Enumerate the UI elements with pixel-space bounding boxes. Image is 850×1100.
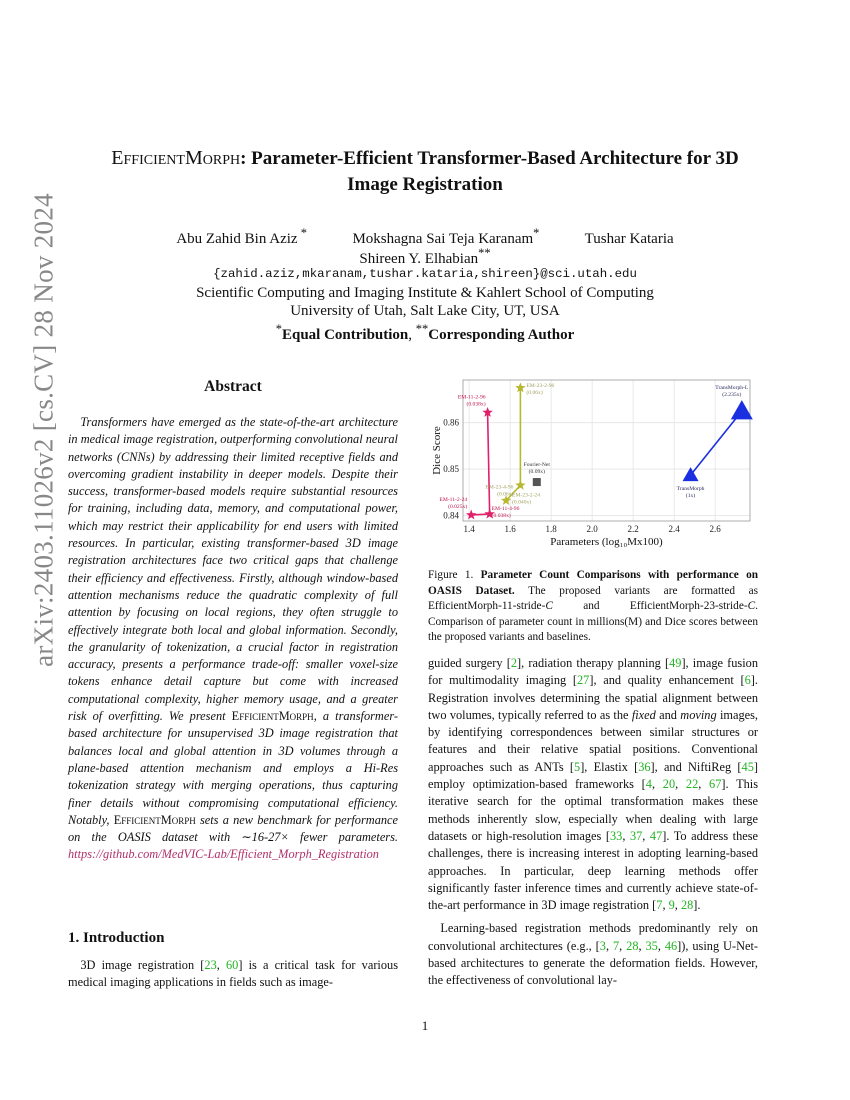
intro-paragraph — [68, 957, 398, 992]
rc-text-h: ], and NiftiReg [ — [650, 759, 742, 774]
x-tick-label-2.2: 2.2 — [627, 524, 639, 534]
citation-7[interactable]: 7 — [656, 898, 663, 913]
x-tick-label-2.0: 2.0 — [586, 524, 598, 534]
authors-line2 — [60, 246, 790, 268]
citation-49[interactable]: 49 — [669, 656, 682, 670]
github-link[interactable]: https://github.com/MedVIC-Lab/Efficient_Morph_Registration — [68, 847, 379, 862]
y-axis-label: Dice Score — [431, 426, 443, 475]
point-sublabel-EM-11-2-96: (0.038x) — [466, 401, 486, 408]
point-sublabel-TransMorph-L: (2.235x) — [722, 392, 742, 399]
rc2-text-a: Learning-based registration methods predominantly rely on convolutional architectures (e.g., [ — [428, 921, 758, 953]
citation-9[interactable]: 9 — [668, 898, 675, 913]
citation-20[interactable]: 20 — [662, 777, 676, 792]
dice-vs-parameters-chart — [428, 374, 758, 554]
rc-fixed: fixed — [631, 707, 656, 722]
caption-bold: Parameter Count Comparisons with performance on OASIS Dataset. — [428, 569, 758, 597]
note-mark-1: * — [275, 322, 282, 336]
title-line1-rest: : Parameter-Efficient Transformer-Based Architecture for 3D — [240, 148, 739, 169]
affiliation-line2: University of Utah, Salt Lake City, UT, USA — [290, 303, 560, 319]
citation-7b[interactable]: 7 — [612, 938, 620, 953]
rc-text-c: ], image fusion for multimodality imaging [ — [428, 656, 758, 688]
abstract-method-name-2: EfficientMorph — [113, 812, 196, 827]
caption-part2: and EfficientMorph-23-stride- — [552, 600, 748, 612]
introduction-section — [68, 930, 398, 992]
author-4-mark: ** — [478, 246, 491, 260]
point-sublabel-EM-23-4-96: (0.06x) — [497, 491, 514, 498]
rc-text-k: ]. To address these challenges, there is increasing interest in adopting learning-based approaches. In particular, deep learning methods offer significantly faster inference times and currently achieve state-of-the-art performance in 3D image registration [ — [428, 828, 759, 913]
x-tick-label-2.4: 2.4 — [668, 524, 680, 534]
paper-title — [60, 145, 790, 198]
intro-sep: , — [216, 958, 226, 972]
citation-22[interactable]: 22 — [685, 777, 699, 792]
caption-text — [428, 568, 758, 646]
rc2-s1: , — [605, 938, 613, 953]
point-Fourier-Net — [533, 478, 541, 486]
point-sublabel-TransMorph: (1x) — [685, 493, 696, 500]
rc-comma1: , — [651, 777, 663, 792]
right-paragraph-2 — [428, 920, 758, 989]
rc-text-a: guided surgery [ — [428, 656, 511, 670]
point-label-EM-11-2-24: EM-11-2-24 — [439, 496, 468, 503]
caption-var-c2: C — [747, 600, 756, 612]
x-axis-label: Parameters (log₁₀Mx100) — [550, 536, 663, 548]
title-line2: Image Registration — [347, 174, 503, 195]
author-4: Shireen Y. Elhabian — [359, 251, 479, 267]
abstract-method-name-1: EfficientMorph — [231, 709, 314, 724]
abstract-text — [68, 414, 398, 864]
rc2-s3: , — [638, 938, 646, 953]
x-tick-label-1.8: 1.8 — [545, 524, 557, 534]
y-tick-label-0.85: 0.85 — [443, 464, 459, 475]
point-EM-11-2-24 — [466, 510, 476, 520]
citation-46[interactable]: 46 — [664, 938, 678, 953]
rc-comma2: , — [675, 777, 686, 792]
citation-35[interactable]: 35 — [645, 938, 658, 953]
abstract-heading: Abstract — [204, 378, 262, 395]
caption-var-c1: C — [545, 600, 553, 612]
note-equal: Equal Contribution — [281, 327, 409, 343]
citation-3[interactable]: 3 — [599, 938, 606, 953]
point-label-EM-23-2-96: EM-23-2-96 — [526, 382, 555, 389]
author-2: Mokshagna Sai Teja Karanam — [352, 231, 534, 247]
note-mark-2: ** — [415, 322, 429, 336]
rc2-text-b: ]), using U-Net-based architectures to generate the deformation fields. However, the effectiveness of convolutional lay- — [428, 938, 759, 988]
citation-33[interactable]: 33 — [609, 828, 623, 843]
citation-45[interactable]: 45 — [741, 759, 754, 774]
citation-23[interactable]: 23 — [204, 958, 217, 972]
intro-text-b: ] is a critical task for various medical imaging applications in fields such as image- — [68, 958, 399, 990]
citation-4[interactable]: 4 — [645, 777, 652, 792]
rc-comma7: , — [674, 898, 681, 913]
abstract-part3: sets a new benchmark for performance on the OASIS dataset with ∼16-27× fewer parameters. — [68, 812, 398, 845]
rc-text-l: ]. — [693, 898, 701, 913]
point-label-TransMorph-L: TransMorph-L — [715, 385, 749, 392]
rc-moving: moving — [680, 707, 717, 722]
citation-60[interactable]: 60 — [226, 958, 239, 972]
point-label-EM-23-2-24: EM-23-2-24 — [512, 492, 541, 499]
x-tick-label-1.4: 1.4 — [463, 524, 475, 534]
rc-comma6: , — [662, 898, 669, 913]
rc2-s2: , — [619, 938, 627, 953]
citation-2[interactable]: 2 — [510, 656, 518, 670]
page-number: 1 — [421, 1018, 429, 1033]
arxiv-id-text: arXiv:2403.11026v2 [cs.CV] 28 Nov 2024 — [28, 193, 59, 667]
rc-text-e: ]. Registration involves determining the spatial alignment between two volumes, typically referred to as the — [428, 673, 758, 722]
contribution-note — [60, 322, 790, 344]
caption-part3: . Comparison of parameter count in millions(M) and Dice scores between the proposed variants and baselines. — [428, 600, 758, 643]
introduction-heading: 1. Introduction — [68, 930, 165, 946]
series-line-EM-11 — [471, 412, 489, 515]
figure-1-caption — [428, 568, 758, 646]
point-sublabel-EM-11-2-24: (0.025x) — [448, 503, 468, 510]
abstract-part1: Transformers have emerged as the state-of-the-art architecture in medical image registration, outperforming convolutional neural networks (CNNs) by addressing their limited receptive fields and overcoming gradient instability in deeper models. Despite their success, transformer-based models require substantial resources for training, including data, memory, and computational power, which may restrict their applicability for end users with limited resources. In particular, existing transformer-based 3D image registration architectures face two critical gaps that challenge their efficiency and effectiveness. Firstly, although window-based attention mechanisms reduce the quadratic complexity of full attention by focusing on local regions, they often struggle to effectively integrate both local and global information. Secondly, the granularity of tokenization, a crucial factor in registration accuracy, presents a performance trade-off: smaller voxel-size tokens enhance detail capture but come with increased computational complexity, higher memory usage, and a greater risk of overfitting. We present — [68, 415, 398, 724]
title-method-name: EfficientMorph — [111, 147, 241, 169]
right-paragraph-1 — [428, 655, 758, 914]
citation-47[interactable]: 47 — [649, 828, 663, 843]
affiliation-line1: Scientific Computing and Imaging Institute & Kahlert School of Computing — [196, 285, 654, 301]
citation-67[interactable]: 67 — [709, 777, 722, 792]
caption-label: Figure 1. — [428, 569, 481, 581]
author-3: Tushar Kataria — [584, 231, 674, 247]
point-TransMorph-L — [731, 400, 753, 419]
series-line-TransMorph — [691, 411, 742, 475]
intro-text-a: 3D image registration [ — [80, 958, 205, 972]
rc-and: and — [655, 707, 681, 722]
author-1: Abu Zahid Bin Aziz — [176, 231, 298, 247]
y-tick-label-0.86: 0.86 — [443, 417, 459, 428]
point-sublabel-Fourier-Net: (0.09x) — [528, 469, 545, 476]
point-label-TransMorph: TransMorph — [676, 486, 705, 493]
point-sublabel-EM-11-4-96: (0.038x) — [491, 513, 511, 520]
author-1-mark: * — [297, 226, 307, 240]
authors-line1 — [60, 226, 790, 248]
rc-text-i: ] employ optimization-based frameworks [ — [428, 759, 758, 792]
citation-6[interactable]: 6 — [744, 673, 751, 688]
citation-28[interactable]: 28 — [680, 898, 694, 913]
x-tick-label-2.6: 2.6 — [709, 524, 721, 534]
citation-27[interactable]: 27 — [576, 673, 590, 688]
point-label-EM-11-4-96: EM-11-4-96 — [491, 506, 520, 513]
rc-comma5: , — [642, 828, 650, 843]
point-label-EM-23-4-96: EM-23-4-96 — [485, 484, 514, 491]
abstract-part2: , a transformer-based architecture for unsupervised 3D image registration that balances local and global attention in 3D volumes through a plane-based attention mechanism and employs a Hi-Res tokenization strategy with merging operations, thus capturing finer details without compromising computational efficiency. Notably, — [68, 709, 398, 827]
rc-text-g: ], Elastix [ — [580, 759, 639, 774]
point-sublabel-EM-23-2-24: (0.040x) — [512, 499, 532, 506]
rc-comma4: , — [622, 828, 630, 843]
citation-36[interactable]: 36 — [638, 759, 651, 774]
point-sublabel-EM-23-2-96: (0.06x) — [526, 389, 543, 396]
point-label-Fourier-Net: Fourier-Net — [523, 462, 550, 469]
citation-37[interactable]: 37 — [629, 828, 643, 843]
y-tick-label-0.84: 0.84 — [443, 510, 459, 521]
caption-part1: The proposed variants are formatted as EfficientMorph-11-stride- — [428, 584, 759, 612]
x-tick-label-1.6: 1.6 — [504, 524, 516, 534]
rc-text-j: ]. This iterative search for the optimal transformation makes these methods inherently slow, especially when dealing with large datasets or high-resolution images [ — [428, 777, 759, 843]
rc-comma3: , — [698, 777, 710, 792]
point-label-EM-11-2-96: EM-11-2-96 — [457, 394, 486, 401]
rc-text-b: ], radiation therapy planning [ — [517, 656, 670, 670]
figure-1 — [428, 374, 758, 554]
rc-text-d: ], and quality enhancement [ — [589, 673, 745, 688]
note-sep: , — [408, 327, 416, 343]
author-emails: {zahid.aziz,mkaranam,tushar.kataria,shireen}@sci.utah.edu — [213, 267, 637, 281]
note-corresponding: Corresponding Author — [428, 327, 575, 343]
citation-28b[interactable]: 28 — [626, 938, 639, 953]
rc2-s4: , — [657, 938, 665, 953]
author-2-mark: * — [533, 226, 540, 240]
rc-text-f: images, by identifying correspondences between similar structures or features and their relative spatial positions. Conventional approaches such as ANTs [ — [428, 707, 758, 774]
abstract-section — [68, 378, 398, 864]
right-column-body — [428, 655, 758, 990]
citation-5[interactable]: 5 — [574, 759, 581, 774]
